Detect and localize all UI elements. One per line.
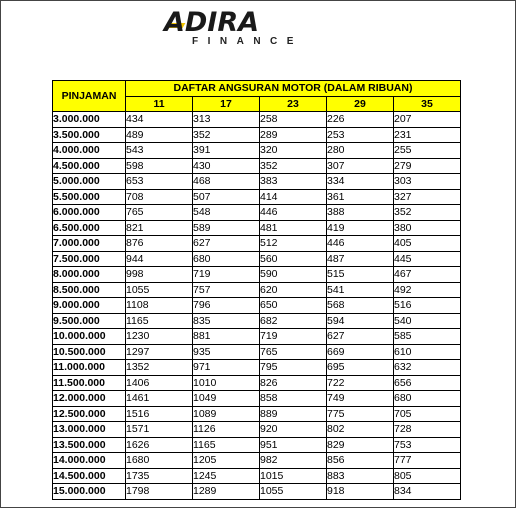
loan-amount-cell: 11.000.000	[53, 360, 126, 376]
installment-cell: 680	[193, 251, 260, 267]
installment-cell: 627	[193, 236, 260, 252]
table-row	[53, 205, 461, 221]
installment-cell: 334	[327, 174, 394, 190]
installment-cell: 279	[394, 158, 461, 174]
loan-amount-cell: 9.000.000	[53, 298, 126, 314]
installment-cell: 1126	[193, 422, 260, 438]
installment-cell: 320	[260, 143, 327, 159]
installment-cell: 589	[193, 220, 260, 236]
installment-cell: 669	[327, 344, 394, 360]
loan-amount-cell: 3.500.000	[53, 127, 126, 143]
logo-wordmark: ADIRA	[164, 7, 260, 38]
loan-amount-cell: 13.000.000	[53, 422, 126, 438]
installment-cell: 1798	[126, 484, 193, 500]
table-row	[53, 158, 461, 174]
loan-amount-cell: 12.000.000	[53, 391, 126, 407]
installment-cell: 568	[327, 298, 394, 314]
loan-amount-cell: 15.000.000	[53, 484, 126, 500]
table-row	[53, 344, 461, 360]
installment-cell: 1108	[126, 298, 193, 314]
loan-amount-cell: 4.000.000	[53, 143, 126, 159]
table-row	[53, 298, 461, 314]
installment-cell: 951	[260, 437, 327, 453]
installment-cell: 512	[260, 236, 327, 252]
installment-cell: 541	[327, 282, 394, 298]
table-row	[53, 189, 461, 205]
installment-cell: 765	[260, 344, 327, 360]
installment-cell: 889	[260, 406, 327, 422]
table-row	[53, 282, 461, 298]
loan-amount-cell: 8.000.000	[53, 267, 126, 283]
installment-cell: 507	[193, 189, 260, 205]
tenor-header: 29	[327, 96, 394, 112]
table-row	[53, 267, 461, 283]
installment-cell: 656	[394, 375, 461, 391]
installment-cell: 516	[394, 298, 461, 314]
installment-cell: 1571	[126, 422, 193, 438]
loan-amount-cell: 7.000.000	[53, 236, 126, 252]
installment-cell: 1205	[193, 453, 260, 469]
installment-cell: 858	[260, 391, 327, 407]
installment-cell: 834	[394, 484, 461, 500]
installment-cell: 796	[193, 298, 260, 314]
installment-cell: 1165	[126, 313, 193, 329]
installment-cell: 610	[394, 344, 461, 360]
installment-cell: 1352	[126, 360, 193, 376]
logo-subtitle: FINANCE	[192, 36, 303, 47]
loan-amount-cell: 12.500.000	[53, 406, 126, 422]
installment-cell: 650	[260, 298, 327, 314]
installment-cell: 682	[260, 313, 327, 329]
installment-cell: 207	[394, 112, 461, 128]
installment-cell: 1245	[193, 468, 260, 484]
installment-cell: 361	[327, 189, 394, 205]
installment-cell: 598	[126, 158, 193, 174]
loan-amount-cell: 14.500.000	[53, 468, 126, 484]
tenor-header: 35	[394, 96, 461, 112]
installment-cell: 971	[193, 360, 260, 376]
installment-cell: 585	[394, 329, 461, 345]
table-row	[53, 236, 461, 252]
tenor-header: 23	[260, 96, 327, 112]
installment-cell: 468	[193, 174, 260, 190]
installment-cell: 352	[394, 205, 461, 221]
installment-cell: 383	[260, 174, 327, 190]
installment-cell: 1010	[193, 375, 260, 391]
table-row	[53, 437, 461, 453]
installment-cell: 352	[193, 127, 260, 143]
installment-cell: 695	[327, 360, 394, 376]
installment-cell: 1626	[126, 437, 193, 453]
installment-cell: 255	[394, 143, 461, 159]
installment-cell: 430	[193, 158, 260, 174]
table-row	[53, 329, 461, 345]
table-row	[53, 127, 461, 143]
installment-cell: 226	[327, 112, 394, 128]
installment-cell: 765	[126, 205, 193, 221]
installment-cell: 1055	[260, 484, 327, 500]
installment-cell: 405	[394, 236, 461, 252]
installment-cell: 388	[327, 205, 394, 221]
installment-cell: 722	[327, 375, 394, 391]
installment-cell: 998	[126, 267, 193, 283]
installment-cell: 680	[394, 391, 461, 407]
installment-cell: 1055	[126, 282, 193, 298]
installment-cell: 795	[260, 360, 327, 376]
table-row	[53, 313, 461, 329]
installment-cell: 419	[327, 220, 394, 236]
table-row	[53, 406, 461, 422]
table-row	[53, 143, 461, 159]
table-row	[53, 360, 461, 376]
table-row	[53, 375, 461, 391]
table-row	[53, 422, 461, 438]
loan-amount-cell: 5.500.000	[53, 189, 126, 205]
installment-cell: 515	[327, 267, 394, 283]
loan-amount-cell: 3.000.000	[53, 112, 126, 128]
installment-cell: 434	[126, 112, 193, 128]
table-row	[53, 468, 461, 484]
installment-cell: 560	[260, 251, 327, 267]
installment-cell: 594	[327, 313, 394, 329]
table-row	[53, 484, 461, 500]
installment-cell: 445	[394, 251, 461, 267]
installment-cell: 1735	[126, 468, 193, 484]
installment-cell: 1015	[260, 468, 327, 484]
installment-cell: 1297	[126, 344, 193, 360]
installment-cell: 982	[260, 453, 327, 469]
installment-cell: 303	[394, 174, 461, 190]
installment-cell: 543	[126, 143, 193, 159]
installment-cell: 258	[260, 112, 327, 128]
installment-cell: 753	[394, 437, 461, 453]
table-body	[53, 112, 461, 500]
installment-cell: 481	[260, 220, 327, 236]
installment-cell: 802	[327, 422, 394, 438]
installment-cell: 883	[327, 468, 394, 484]
row-header-pinjaman: PINJAMAN	[53, 81, 126, 112]
installment-cell: 620	[260, 282, 327, 298]
installment-cell: 253	[327, 127, 394, 143]
installment-cell: 627	[327, 329, 394, 345]
loan-amount-cell: 5.000.000	[53, 174, 126, 190]
table-row	[53, 220, 461, 236]
installment-cell: 653	[126, 174, 193, 190]
installment-cell: 1289	[193, 484, 260, 500]
installment-cell: 1516	[126, 406, 193, 422]
installment-cell: 705	[394, 406, 461, 422]
installment-cell: 826	[260, 375, 327, 391]
installment-cell: 548	[193, 205, 260, 221]
loan-amount-cell: 11.500.000	[53, 375, 126, 391]
installment-table	[52, 80, 461, 500]
loan-amount-cell: 13.500.000	[53, 437, 126, 453]
installment-cell: 944	[126, 251, 193, 267]
installment-cell: 446	[327, 236, 394, 252]
installment-cell: 380	[394, 220, 461, 236]
loan-amount-cell: 4.500.000	[53, 158, 126, 174]
installment-cell: 821	[126, 220, 193, 236]
installment-cell: 313	[193, 112, 260, 128]
installment-cell: 489	[126, 127, 193, 143]
installment-cell: 414	[260, 189, 327, 205]
adira-finance-logo	[164, 7, 314, 47]
tenor-header: 11	[126, 96, 193, 112]
installment-cell: 307	[327, 158, 394, 174]
installment-cell: 775	[327, 406, 394, 422]
loan-amount-cell: 6.000.000	[53, 205, 126, 221]
installment-cell: 918	[327, 484, 394, 500]
loan-amount-cell: 8.500.000	[53, 282, 126, 298]
installment-cell: 540	[394, 313, 461, 329]
table-row	[53, 453, 461, 469]
loan-amount-cell: 6.500.000	[53, 220, 126, 236]
installment-cell: 590	[260, 267, 327, 283]
installment-cell: 719	[260, 329, 327, 345]
installment-cell: 920	[260, 422, 327, 438]
table-row	[53, 251, 461, 267]
installment-cell: 719	[193, 267, 260, 283]
installment-cell: 327	[394, 189, 461, 205]
installment-cell: 728	[394, 422, 461, 438]
installment-cell: 835	[193, 313, 260, 329]
tenor-header: 17	[193, 96, 260, 112]
table-row	[53, 174, 461, 190]
installment-cell: 1230	[126, 329, 193, 345]
installment-cell: 708	[126, 189, 193, 205]
installment-cell: 487	[327, 251, 394, 267]
installment-cell: 231	[394, 127, 461, 143]
loan-amount-cell: 14.000.000	[53, 453, 126, 469]
installment-cell: 876	[126, 236, 193, 252]
table-row	[53, 391, 461, 407]
installment-cell: 1165	[193, 437, 260, 453]
table-row	[53, 112, 461, 128]
loan-amount-cell: 7.500.000	[53, 251, 126, 267]
installment-cell: 446	[260, 205, 327, 221]
loan-amount-cell: 10.000.000	[53, 329, 126, 345]
installment-cell: 1089	[193, 406, 260, 422]
installment-cell: 352	[260, 158, 327, 174]
installment-cell: 632	[394, 360, 461, 376]
table-title: DAFTAR ANGSURAN MOTOR (DALAM RIBUAN)	[126, 81, 461, 97]
installment-cell: 856	[327, 453, 394, 469]
installment-cell: 829	[327, 437, 394, 453]
installment-cell: 935	[193, 344, 260, 360]
installment-cell: 1406	[126, 375, 193, 391]
installment-cell: 749	[327, 391, 394, 407]
installment-cell: 1049	[193, 391, 260, 407]
installment-cell: 1680	[126, 453, 193, 469]
installment-cell: 1461	[126, 391, 193, 407]
installment-cell: 805	[394, 468, 461, 484]
installment-cell: 881	[193, 329, 260, 345]
installment-cell: 391	[193, 143, 260, 159]
installment-cell: 777	[394, 453, 461, 469]
installment-cell: 492	[394, 282, 461, 298]
installment-cell: 289	[260, 127, 327, 143]
installment-cell: 280	[327, 143, 394, 159]
loan-amount-cell: 9.500.000	[53, 313, 126, 329]
installment-cell: 467	[394, 267, 461, 283]
loan-amount-cell: 10.500.000	[53, 344, 126, 360]
installment-cell: 757	[193, 282, 260, 298]
